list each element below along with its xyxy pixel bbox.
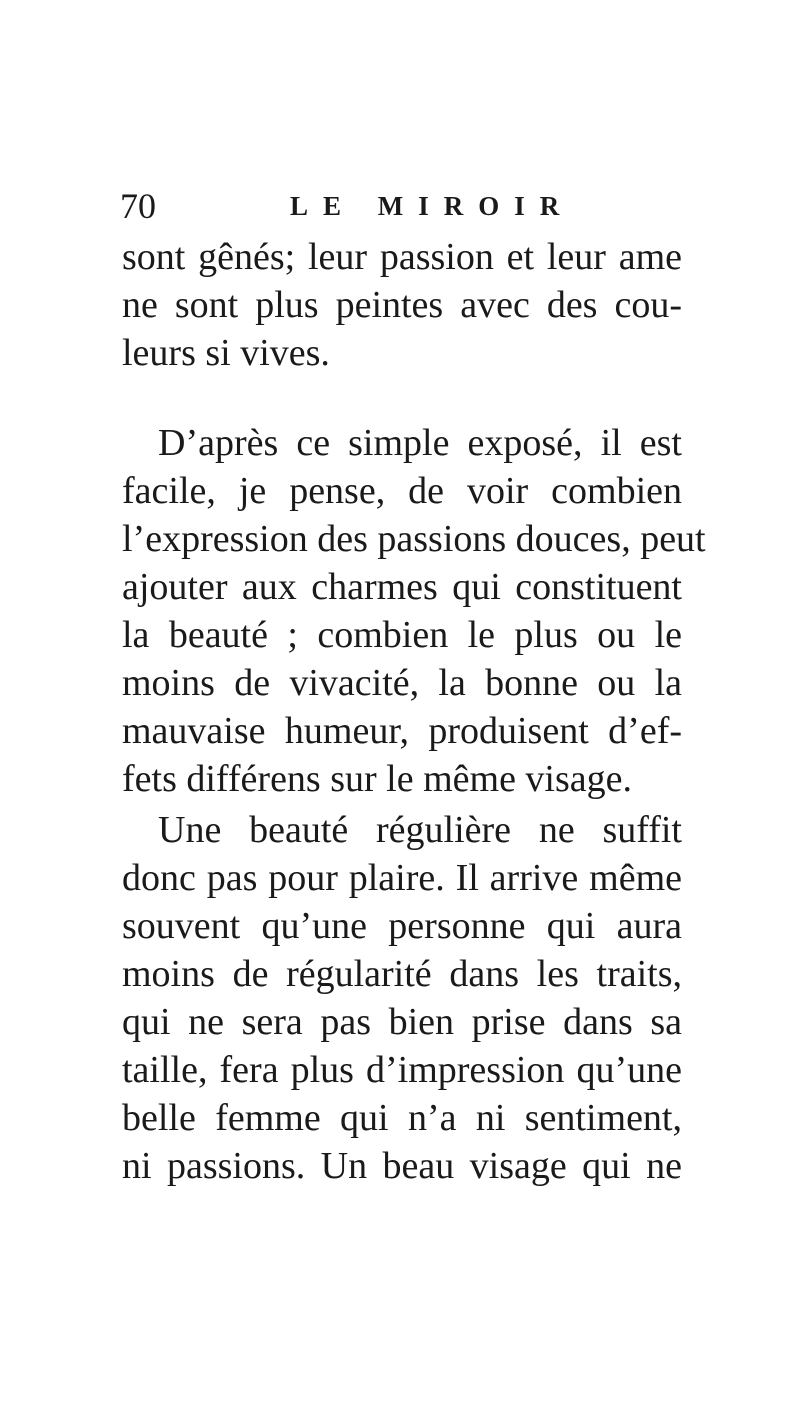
text-line: D’après ce simple exposé, il est	[158, 422, 682, 464]
text-line: ni passions. Un beau visage qui ne	[122, 1145, 682, 1187]
running-head	[120, 186, 680, 226]
text-line: leurs si vives.	[122, 332, 330, 374]
text-line: Une beauté régulière ne suffit	[158, 809, 682, 851]
text-line: la beauté ; combien le plus ou le	[122, 614, 682, 656]
text-line: moins de vivacité, la bonne ou la	[122, 662, 682, 704]
text-line: mauvaise humeur, produisent d’ef-	[122, 710, 682, 752]
text-line: facile, je pense, de voir combien	[122, 470, 682, 512]
text-line: moins de régularité dans les traits,	[122, 953, 682, 995]
text-line: fets différens sur le même visage.	[122, 758, 633, 800]
paragraph-3	[122, 806, 682, 1190]
running-title: LE MIROIR	[290, 191, 575, 221]
text-line: ne sont plus peintes avec des cou-	[122, 284, 682, 326]
text-line: belle femme qui n’a ni sentiment,	[122, 1097, 682, 1139]
page-number: 70	[120, 186, 156, 226]
text-line: souvent qu’une personne qui aura	[122, 905, 682, 947]
text-line: ajouter aux charmes qui constituent	[122, 566, 682, 608]
text-line: l’expression des passions douces, peut	[122, 518, 706, 560]
paragraph-1	[122, 233, 682, 377]
text-line: donc pas pour plaire. Il arrive même	[122, 857, 682, 899]
text-line: taille, fera plus d’impression qu’une	[122, 1049, 682, 1091]
paragraph-2	[122, 419, 706, 803]
text-line: sont gênés; leur passion et leur ame	[122, 236, 682, 278]
text-line: qui ne sera pas bien prise dans sa	[122, 1001, 682, 1043]
